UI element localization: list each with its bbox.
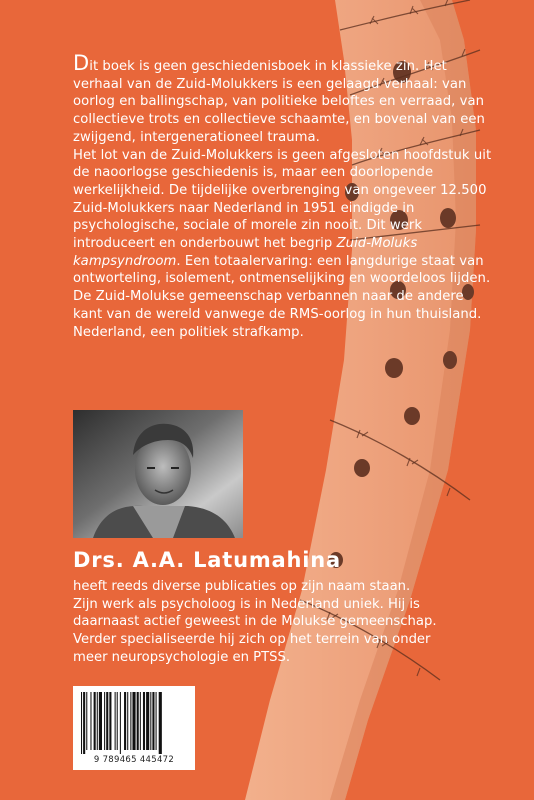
barcode-bar <box>124 692 126 750</box>
author-photo <box>73 410 243 538</box>
barcode-bar <box>81 692 82 754</box>
barcode-bar <box>104 692 105 750</box>
barcode-bar <box>140 692 141 750</box>
author-name: Drs. A.A. Latumahina <box>73 548 341 572</box>
blurb-text <box>73 51 493 341</box>
barcode-bar <box>143 692 145 750</box>
publisher-logo: boek·scout <box>175 692 187 756</box>
barcode-bar <box>94 692 96 750</box>
bio-line: heeft reeds diverse publicaties op zijn naam staan. <box>73 579 411 594</box>
blurb-paragraph-main <box>73 147 493 342</box>
barcode-bar <box>156 692 157 750</box>
barcode-bar <box>159 692 162 754</box>
bio-line: meer neuropsychologie en PTSS. <box>73 649 291 665</box>
barcode-bar <box>106 692 108 750</box>
bio-line: daarnaast actief geweest in de Molukse gemeenschap. <box>73 614 437 630</box>
barcode-bar <box>99 692 102 750</box>
barcode-bar <box>83 692 85 754</box>
blurb-main-text-end: . Een totaalervaring: een langdurige staat van ontworteling, isolement, ontmenselijking en woordeloos lijden. De Zuid-Molukse gemeenschap verbannen naar de andere kant van de wereld vanwege de RMS-oorlog in hun thuisland. Nederland, een politiek strafkamp. <box>73 253 491 340</box>
barcode-bar <box>97 692 98 750</box>
barcode-bar <box>132 692 135 750</box>
bio-line: Verder specialiseerde hij zich op het terrein van onder <box>73 632 431 648</box>
barcode-bar <box>90 692 91 750</box>
barcode-bar <box>109 692 111 750</box>
barcode-bar <box>117 692 118 750</box>
blurb-main-text: Het lot van de Zuid-Molukkers is geen afgesloten hoofdstuk uit de naoorlogse geschiedenis is, maar een doorlopende werkelijkheid. De tijdelijke overbrenging van ongeveer 12.500 Zuid-Molukkers naar Nederland in 1951 eindigde in psychologische, sociale of morele zin nooit. Dit werk introduceert en onderbouwt het begrip <box>73 147 492 252</box>
blurb-paragraph-intro <box>73 51 493 147</box>
barcode-bar <box>146 692 149 750</box>
barcode-bar <box>127 692 128 750</box>
barcode-bar <box>137 692 139 750</box>
barcode-bar <box>150 692 151 750</box>
author-bio <box>73 578 493 667</box>
blurb-intro-text: it boek is geen geschiedenisboek in klassieke zin. Het verhaal van de Zuid-Molukkers is een gelaagd verhaal: van oorlog en ballingschap, van politieke beloftes en verraad, van collectieve trots en collectieve schaamte, en bovenal van een zwijgend, intergenerationeel trauma. <box>73 59 485 145</box>
barcode-bar <box>86 692 87 750</box>
isbn-number: 9 789465 445472 <box>93 755 175 765</box>
bio-line: Zijn werk als psycholoog is in Nederland uniek. Hij is <box>73 596 420 612</box>
barcode-bar <box>130 692 131 750</box>
author-portrait-image <box>73 410 243 538</box>
barcode-bar <box>152 692 154 750</box>
drop-cap: D <box>73 51 90 75</box>
blurb-key-term: Zuid-Moluks kampsyndroom <box>73 236 418 269</box>
barcode-bar <box>115 692 116 750</box>
barcode-bar <box>120 692 121 754</box>
